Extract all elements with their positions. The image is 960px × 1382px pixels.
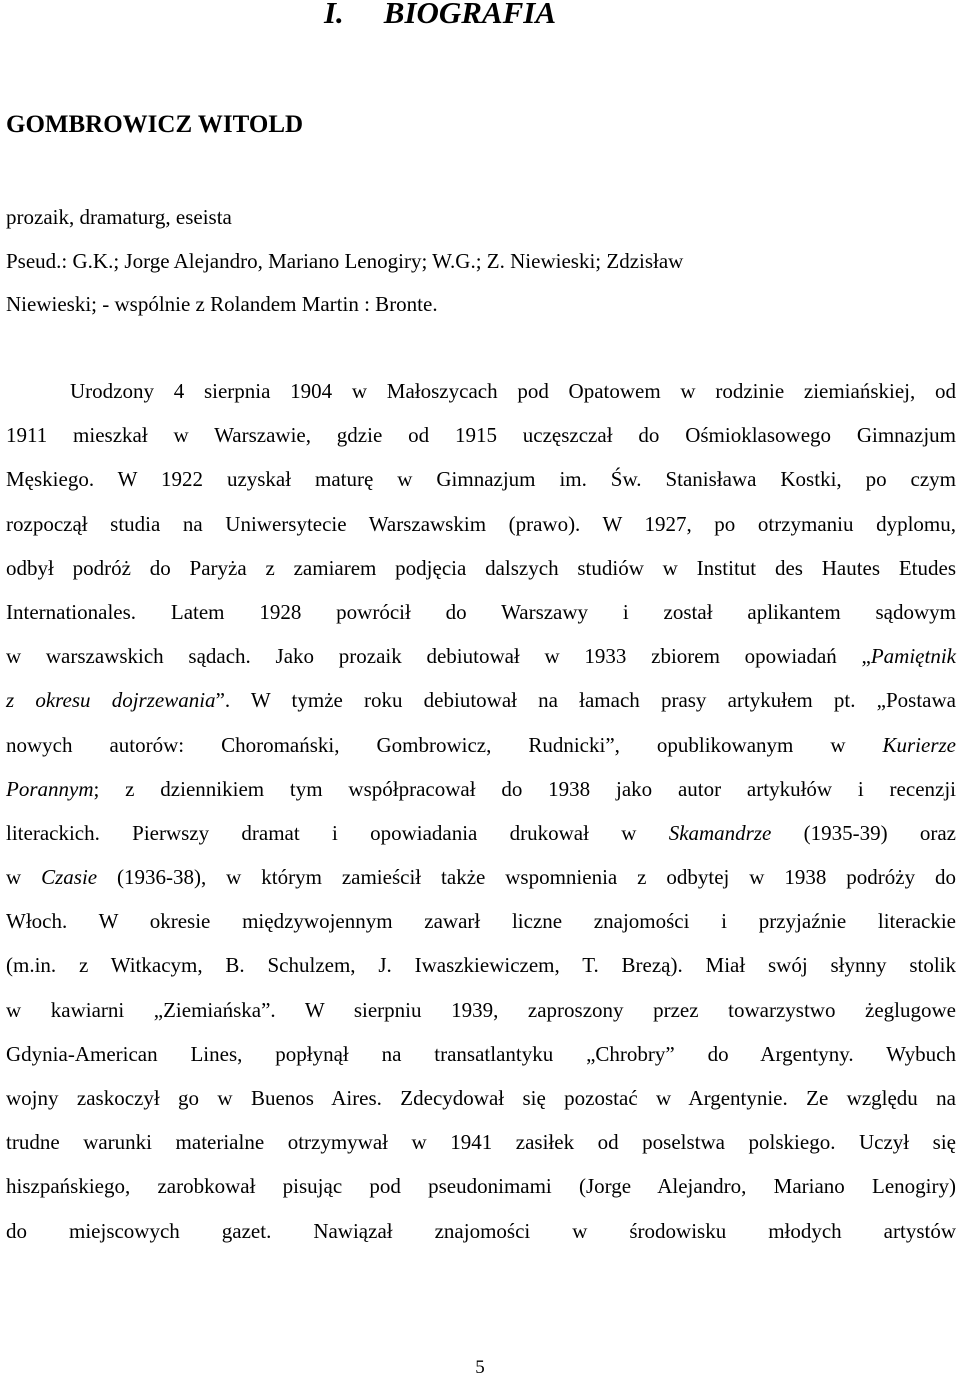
page-number: 5 xyxy=(475,1357,485,1378)
paragraph-line: Męskiego. W 1922 uzyskał maturę w Gimnazjum im. Św. Stanisława Kostki, po czym xyxy=(6,467,956,492)
line-text: ”. W tymże roku debiutował na łamach prasy artykułem pt. „Postawa xyxy=(215,688,956,713)
paragraph-line xyxy=(6,767,956,811)
paragraph-line: trudne warunki materialne otrzymywał w 1941 zasiłek od poselstwa polskiego. Uczył się xyxy=(6,1130,956,1155)
paragraph-line: rozpoczął studia na Uniwersytecie Warszawskim (prawo). W 1927, po otrzymaniu dyplomu, xyxy=(6,511,956,536)
italic-title: Porannym xyxy=(6,776,94,801)
paragraph-line: Urodzony 4 sierpnia 1904 w Małoszycach pod Opatowem w rodzinie ziemiańskiej, od xyxy=(70,379,956,403)
paragraph-line: hiszpańskiego, zarobkował pisując pod pseudonimami (Jorge Alejandro, Mariano Lenogiry) xyxy=(6,1174,956,1199)
entry-meta xyxy=(6,196,956,327)
entry-name: GOMBROWICZ WITOLD xyxy=(6,111,304,138)
line-text: w warszawskich sądach. Jako prozaik debiutował w 1933 zbiorem opowiadań „ xyxy=(6,644,871,669)
chapter-title: BIOGRAFIA xyxy=(383,0,557,30)
paragraph-line: (m.in. z Witkacym, B. Schulzem, J. Iwaszkiewiczem, T. Brezą). Miał swój słynny stolik xyxy=(6,953,956,978)
chapter-number: I. xyxy=(323,0,344,30)
paragraph-line xyxy=(6,811,956,855)
paragraph-line: Gdynia-American Lines, popłynął na transatlantyku „Chrobry” do Argentyny. Wybuch xyxy=(6,1041,956,1066)
paragraph-line: odbył podróż do Paryża z zamiarem podjęcia dalszych studiów w Institut des Hautes Etudes xyxy=(6,555,956,580)
biography-paragraph xyxy=(6,369,956,1253)
pseudonyms-line-1: Pseud.: G.K.; Jorge Alejandro, Mariano Lenogiry; W.G.; Z. Niewieski; Zdzisław xyxy=(6,248,684,273)
line-text: literackich. Pierwszy dramat i opowiadania drukował w xyxy=(6,820,669,845)
italic-title: Czasie xyxy=(41,865,98,890)
paragraph-line xyxy=(6,678,956,722)
italic-title: Skamandrze xyxy=(668,820,772,845)
line-text: (1935-39) oraz xyxy=(771,820,957,845)
chapter-heading xyxy=(0,0,880,34)
line-text: ; z dziennikiem tym współpracował do 1938 jako autor artykułów i recenzji xyxy=(93,776,956,801)
paragraph-line: wojny zaskoczył go w Buenos Aires. Zdecydował się pozostać w Argentynie. Ze względu na xyxy=(6,1086,956,1110)
paragraph-line: 1911 mieszkał w Warszawie, gdzie od 1915 uczęszczał do Ośmioklasowego Gimnazjum xyxy=(6,423,956,448)
paragraph-line: w kawiarni „Ziemiańska”. W sierpniu 1939, zaproszony przez towarzystwo żeglugowe xyxy=(6,997,956,1022)
paragraph-line xyxy=(6,855,956,899)
pseudonyms-line-2: Niewieski; - wspólnie z Rolandem Martin : Bronte. xyxy=(6,292,438,316)
italic-title: Pamiętnik xyxy=(870,644,956,669)
line-text: (1936-38), w którym zamieścił także wspomnienia z odbytej w 1938 podróży do xyxy=(97,865,957,890)
paragraph-line: do miejscowych gazet. Nawiązał znajomości w środowisku młodych artystów xyxy=(6,1218,956,1243)
paragraph-line xyxy=(6,634,956,678)
occupation: prozaik, dramaturg, eseista xyxy=(6,205,232,229)
paragraph-line: Internationales. Latem 1928 powrócił do Warszawy i został aplikantem sądowym xyxy=(6,599,956,624)
italic-title: Kurierze xyxy=(882,732,956,757)
italic-title: z okresu dojrzewania xyxy=(6,688,216,713)
line-text: nowych autorów: Choromański, Gombrowicz, Rudnicki”, opublikowanym w xyxy=(6,732,883,757)
paragraph-line: Włoch. W okresie międzywojennym zawarł liczne znajomości i przyjaźnie literackie xyxy=(6,909,956,934)
line-text: w xyxy=(6,865,42,890)
paragraph-line xyxy=(6,723,956,767)
